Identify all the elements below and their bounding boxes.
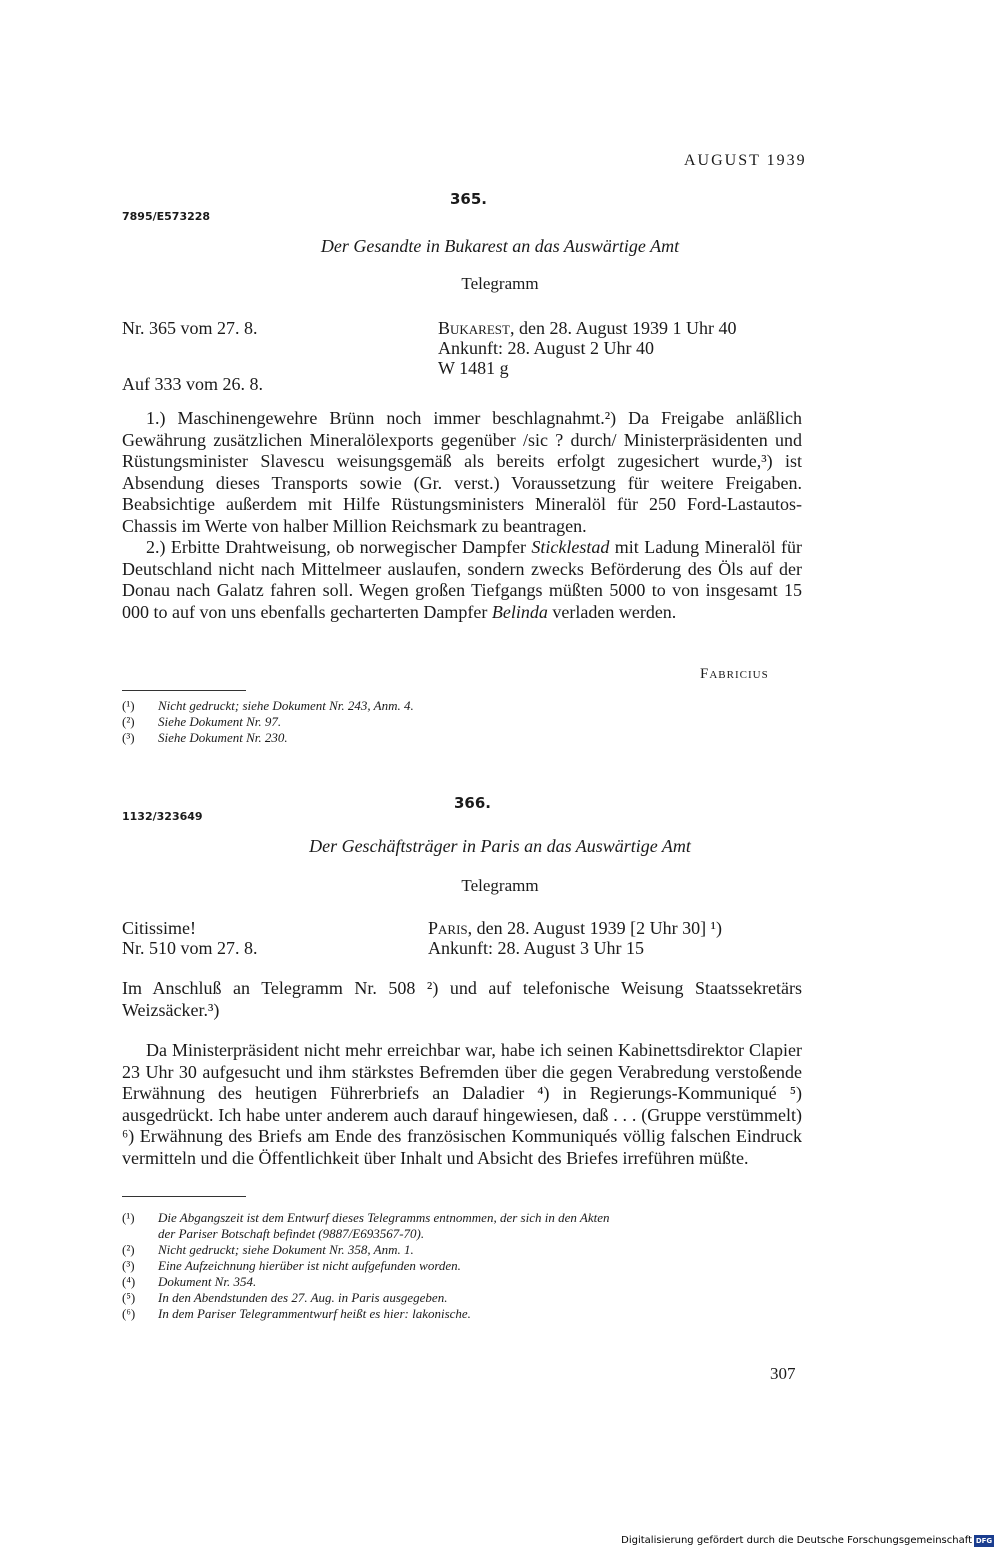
- paragraph-365-1: 1.) Maschinengewehre Brünn noch immer beschlagnahmt.²) Da Freigabe anläßlich Gewährung zusätzlichen Mineralölexports gegenüber /sic ? durch/ Ministerpräsidenten und Rüstungsminister Slavescu weisungsgemäß als bereits erfolgt zugesichert wurde,³) ist Absendung dieses Transports sowie (Gr. verst.) Voraussetzung für weitere Freigaben. Beabsichtige außerdem mit Hilfe Rüstungsministers Mineralöl für 250 Ford-Lastautos-Chassis im Werte von halber Million Reichsmark zu beantragen.: [122, 408, 802, 536]
- film-reference-366: 1132/323649: [122, 810, 203, 823]
- footnote-divider-365: [122, 690, 246, 691]
- footnote-366-1-continued: der Pariser Botschaft befindet (9887/E693567-70).: [158, 1226, 425, 1241]
- telegram-label-365: Telegramm: [461, 274, 539, 293]
- dfg-logo-icon: DFG: [975, 1537, 993, 1545]
- telegram-label-366: Telegramm: [461, 876, 539, 895]
- running-head: AUGUST 1939: [684, 152, 807, 169]
- signature-fabricius: Fabricius: [700, 666, 769, 682]
- footnote-366-4: (⁴) Dokument Nr. 354.: [122, 1274, 257, 1289]
- document-body-365: [122, 408, 802, 623]
- document-number-366: 366.: [454, 794, 492, 812]
- footnote-365-3: (³) Siehe Dokument Nr. 230.: [122, 730, 288, 745]
- code-line-365: W 1481 g: [438, 358, 509, 378]
- telegram-number-365: Nr. 365 vom 27. 8.: [122, 318, 258, 338]
- page-number: 307: [770, 1364, 796, 1383]
- document-number-365: 365.: [450, 190, 488, 208]
- footnotes-366: [122, 1210, 812, 1322]
- footnotes-365: [122, 698, 812, 746]
- film-reference-365: 7895/E573228: [122, 210, 211, 223]
- dispatch-date-365: , den 28. August 1939 1 Uhr 40: [509, 318, 737, 338]
- dispatch-date-366: , den 28. August 1939 [2 Uhr 30] ¹): [467, 918, 723, 938]
- footnote-366-6: (⁶) In dem Pariser Telegrammentwurf heißt es hier: lakonische.: [122, 1306, 471, 1321]
- dispatch-place-365: Bukarest: [438, 318, 510, 338]
- document-body-366-intro: [122, 978, 802, 1021]
- footnote-divider-366: [122, 1196, 246, 1197]
- document-heading-365: Der Gesandte in Bukarest an das Auswärtige Amt: [320, 236, 680, 256]
- document-heading-366: Der Geschäftsträger in Paris an das Auswärtige Amt: [309, 836, 691, 856]
- arrival-line-365: Ankunft: 28. August 2 Uhr 40: [438, 338, 654, 358]
- paragraph-366-1: Im Anschluß an Telegramm Nr. 508 ²) und auf telefonische Weisung Staatssekretärs Weizsäcker.³): [122, 978, 802, 1020]
- arrival-line-366: Ankunft: 28. August 3 Uhr 15: [428, 938, 644, 958]
- ship-name-sticklestad: Sticklestad: [531, 537, 610, 557]
- telegram-reference-365: Auf 333 vom 26. 8.: [122, 374, 263, 394]
- footnote-365-2: (²) Siehe Dokument Nr. 97.: [122, 714, 282, 729]
- footnote-366-3: (³) Eine Aufzeichnung hierüber ist nicht aufgefunden worden.: [122, 1258, 461, 1273]
- paragraph-365-2: 2.) Erbitte Drahtweisung, ob norwegischer Dampfer Sticklestad mit Ladung Mineralöl für Deutschland nicht nach Mittelmeer auslaufen, sondern zwecks Beförderung des Öls auf der Donau nach Galatz fahren soll. Wegen großen Tiefgangs müßten 5000 to von insgesamt 15 000 to auf von uns ebenfalls gecharterten Dampfer Belinda verladen werden.: [122, 537, 802, 622]
- dispatch-line-366: [428, 918, 722, 938]
- document-body-366: [122, 1040, 802, 1169]
- digitization-credit: Digitalisierung gefördert durch die Deutsche Forschungsgemeinschaft: [621, 1535, 972, 1546]
- telegram-number-366: Nr. 510 vom 27. 8.: [122, 938, 258, 958]
- urgency-marker-366: Citissime!: [122, 918, 197, 938]
- dispatch-place-366: Paris: [428, 918, 468, 938]
- footnote-366-2: (²) Nicht gedruckt; siehe Dokument Nr. 358, Anm. 1.: [122, 1242, 414, 1257]
- footnote-366-5: (⁵) In den Abendstunden des 27. Aug. in Paris ausgegeben.: [122, 1290, 448, 1305]
- ship-name-belinda: Belinda: [491, 601, 548, 622]
- footnote-366-1: (¹) Die Abgangszeit ist dem Entwurf dieses Telegramms entnommen, der sich in den Akten: [122, 1210, 610, 1225]
- dispatch-line-365: [438, 318, 736, 338]
- paragraph-366-2: Da Ministerpräsident nicht mehr erreichbar war, habe ich seinen Kabinettsdirektor Clapier 23 Uhr 30 aufgesucht und ihm stärkstes Befremden über die gegen Verabredung verstoßende Erwähnung des heutigen Führerbriefs an Daladier ⁴) in Regierungs-Kommuniqué ⁵) ausgedrückt. Ich habe unter anderem auch darauf hingewiesen, daß . . . (Gruppe verstümmelt) ⁶) Erwähnung des Briefs am Ende des französischen Kommuniqués völlig falschen Eindruck vermitteln und die Öffentlichkeit über Inhalt und Absicht des Briefes irreführen müßte.: [122, 1040, 802, 1168]
- footnote-365-1: (¹) Nicht gedruckt; siehe Dokument Nr. 243, Anm. 4.: [122, 698, 414, 713]
